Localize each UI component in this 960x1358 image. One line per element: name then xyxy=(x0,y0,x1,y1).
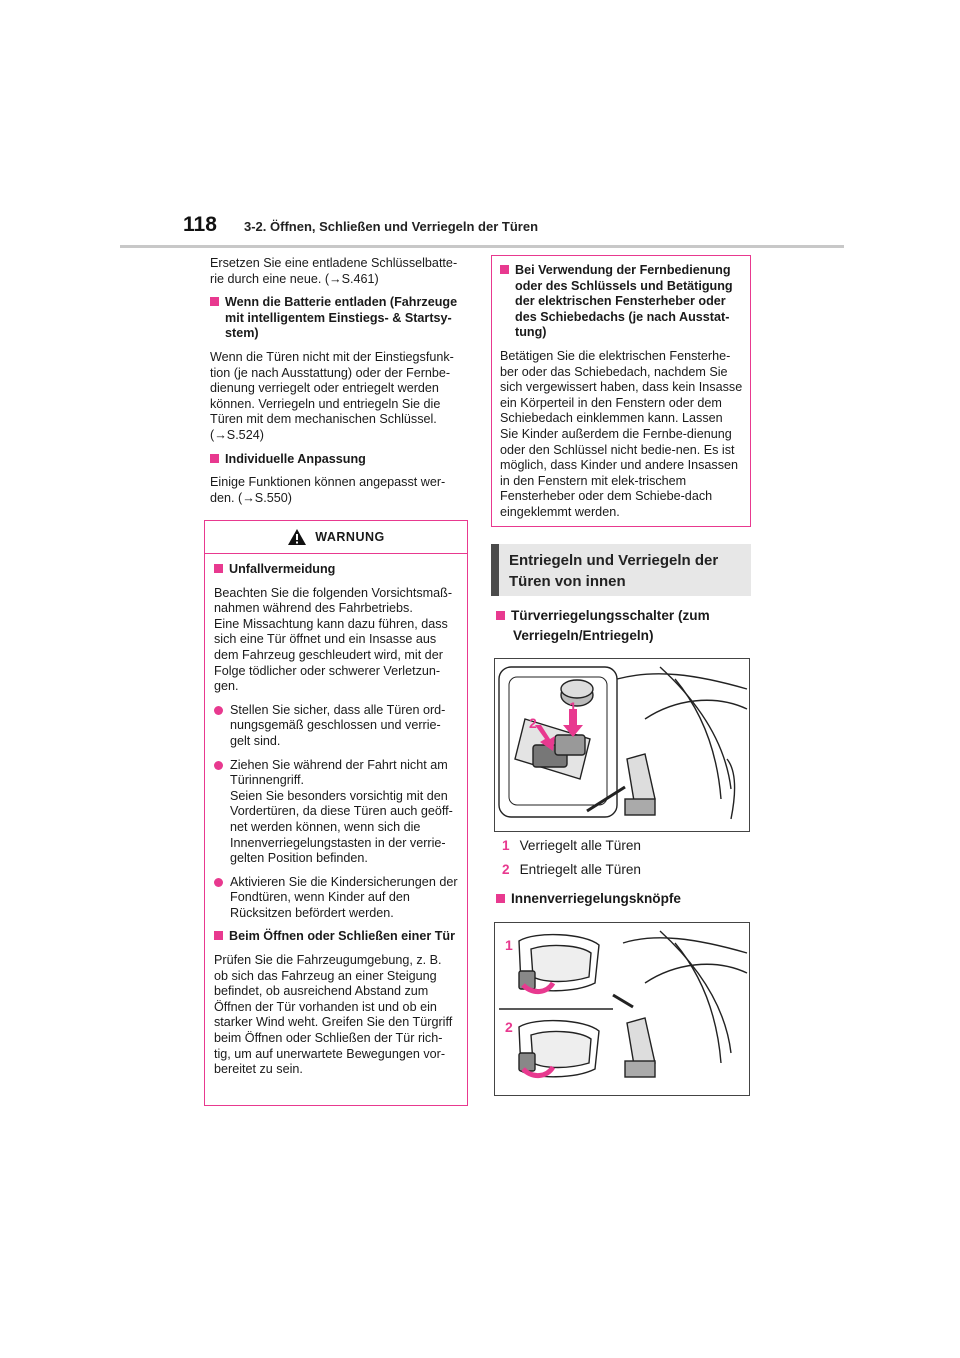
figure-label-1: 1 xyxy=(505,937,513,953)
subheading-battery-text: Wenn die Batterie entladen (Fahrzeuge mit intelligentem Einstiegs- & Startsy-stem) xyxy=(225,295,458,341)
item-number: 1 xyxy=(502,838,510,853)
subheading-custom-text: Individuelle Anpassung xyxy=(225,451,366,466)
intro-paragraph: Ersetzen Sie eine entladene Schlüsselbatte-rie durch eine neue. (→S.461) xyxy=(210,256,458,286)
item-number: 2 xyxy=(502,862,510,877)
figure-lock-switch xyxy=(494,658,750,832)
subheading-lock-switch xyxy=(496,606,769,646)
door-lock-switch-illustration xyxy=(495,659,750,832)
subheading-battery xyxy=(210,295,466,342)
subheading-lock-switch-text: Türverriegelungsschalter (zum Verriegeln/Entriegeln) xyxy=(511,608,710,643)
square-bullet-icon xyxy=(210,454,219,463)
item-text: Verriegelt alle Türen xyxy=(519,838,641,853)
warning-header xyxy=(205,521,467,554)
figure-inner-knobs xyxy=(494,922,750,1096)
warning-bullet-1 xyxy=(214,703,459,750)
figure-label-2: 2 xyxy=(529,715,537,731)
warning-paragraph-door: Prüfen Sie die Fahrzeugumgebung, z. B. ob sich das Fahrzeug an einer Steigung befindet, ob ausreichend Abstand zum Öffnen der Tür vorhanden ist und ob ein starker Wind weht. Greifen Sie den Türgriff beim Öffnen oder Schließen der Tür rich-tig, um auf unerwartete Bewegungen vor-bereitet zu sein. xyxy=(214,953,453,1077)
warning-subheading-door-text: Beim Öffnen oder Schließen einer Tür xyxy=(229,929,456,944)
figure-label-1: 1 xyxy=(569,699,577,715)
subheading-inner-knobs xyxy=(496,889,681,909)
warning-subheading-accident xyxy=(214,562,459,578)
warning-bullet-2-text-b: Seien Sie besonders vorsichtig mit den Vordertüren, da diese Türen auch geöff-net werden können, wenn sich die Innenverriegelungstasten in der verrie-gelten Position befinden. xyxy=(230,788,453,866)
page-number: 118 xyxy=(183,213,217,236)
warning-bullet-3-text: Aktivieren Sie die Kindersicherungen der Fondtüren, wenn Kinder auf den Rücksitzen befördert werden. xyxy=(230,874,458,920)
header-rule xyxy=(120,245,844,248)
square-bullet-icon xyxy=(496,611,505,620)
section-title: 3-2. Öffnen, Schließen und Verriegeln der Türen xyxy=(244,219,539,234)
round-bullet-icon xyxy=(214,878,223,887)
subheading-inner-knobs-text: Innenverriegelungsknöpfe xyxy=(511,891,681,906)
warning-body xyxy=(205,554,467,1078)
caution-subheading-text: Bei Verwendung der Fernbedienung oder des Schlüssels und Betätigung der elektrischen Fensterheber oder des Schiebedachs (je nach Ausstat-tung) xyxy=(515,263,733,340)
square-bullet-icon xyxy=(500,265,509,274)
caution-subheading xyxy=(500,263,743,341)
subheading-custom xyxy=(210,452,466,468)
inner-lock-knob-illustration xyxy=(495,923,750,1096)
item-unlock-all xyxy=(502,862,641,878)
warning-paragraph-a: Beachten Sie die folgenden Vorsichtsmaß-nahmen während des Fahrbetriebs. xyxy=(214,585,453,616)
battery-paragraph: Wenn die Türen nicht mit der Einstiegsfunk-tion (je nach Ausstattung) oder der Fernbe-dienung verriegelt oder entriegelt werden können. Verriegeln und entriegeln Sie die Türen mit dem mechanischen Schlüssel. (→S.524) xyxy=(210,349,454,442)
warning-box xyxy=(204,520,468,1106)
warning-bullet-3 xyxy=(214,875,459,922)
item-lock-all xyxy=(502,838,641,854)
square-bullet-icon xyxy=(214,564,223,573)
figure-label-2: 2 xyxy=(505,1019,513,1035)
caution-box xyxy=(491,255,751,527)
caution-paragraph: Betätigen Sie die elektrischen Fensterhe-ber oder das Schiebedach, nachdem Sie sich vergewissert haben, dass kein Insasse ein Körperteil in den Fenstern oder dem Schiebedach einklemmen kann. Lassen Sie Kinder außerdem die Fernbe-dienung oder den Schlüssel nicht bedie-nen. Es ist möglich, dass Kinder und andere Insassen in den Fenstern mit elek-trischem Fensterheber oder dem Schiebe-dach eingeklemmt werden. xyxy=(500,348,743,519)
section-header: Entriegeln und Verriegeln der Türen von innen xyxy=(491,544,751,596)
square-bullet-icon xyxy=(496,894,505,903)
warning-bullet-2 xyxy=(214,758,459,867)
round-bullet-icon xyxy=(214,706,223,715)
warning-subheading-door xyxy=(214,929,459,945)
square-bullet-icon xyxy=(210,297,219,306)
left-column xyxy=(210,256,466,514)
warning-paragraph-b: Eine Missachtung kann dazu führen, dass sich eine Tür öffnet und ein Insasse aus dem Fahrzeug geschleudert wird, mit der Folge tödlicher oder schwerer Verletzun-gen. xyxy=(214,616,448,694)
square-bullet-icon xyxy=(214,931,223,940)
warning-bullet-1-text: Stellen Sie sicher, dass alle Türen ord-nungsgemäß geschlossen und verrie-gelt sind. xyxy=(230,702,446,748)
warning-subheading-accident-text: Unfallvermeidung xyxy=(229,562,336,576)
round-bullet-icon xyxy=(214,761,223,770)
item-text: Entriegelt alle Türen xyxy=(519,862,641,877)
warning-bullet-2-text-a: Ziehen Sie während der Fahrt nicht am Türinnengriff. xyxy=(230,757,448,788)
warning-triangle-icon xyxy=(287,528,307,546)
warning-title: WARNUNG xyxy=(315,530,385,544)
custom-paragraph: Einige Funktionen können angepasst wer-den. (→S.550) xyxy=(210,475,446,505)
